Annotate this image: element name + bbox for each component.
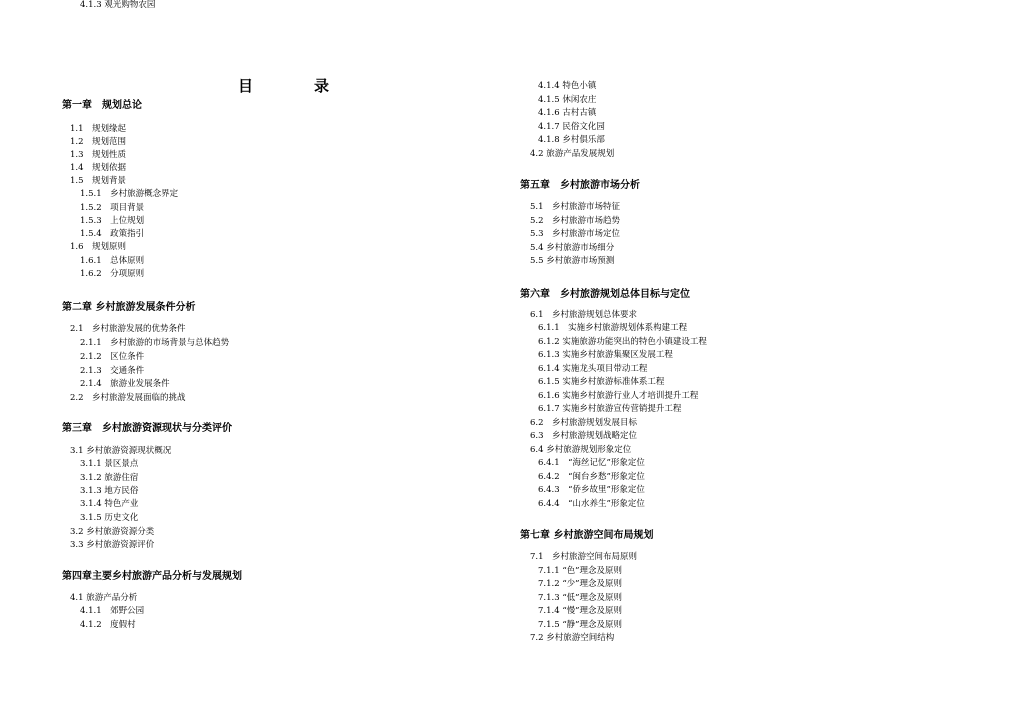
toc-section-entry: 6.1 乡村旅游规划总体要求 <box>530 310 638 320</box>
toc-subsection-entry: 2.1.2 区位条件 <box>80 352 145 362</box>
toc-subsection-entry: 4.1.3 观光购物农园 <box>80 0 156 10</box>
toc-subsection-entry: 1.5.2 项目背景 <box>80 203 145 213</box>
toc-subsection-entry: 3.1.2 旅游住宿 <box>80 473 139 483</box>
toc-subsection-entry: 1.6.2 分项原则 <box>80 269 145 279</box>
toc-title-part2: 录 <box>314 77 330 95</box>
toc-section-entry: 5.3 乡村旅游市场定位 <box>530 229 621 239</box>
toc-subsection-entry: 6.4.3 “侨乡故里”形象定位 <box>538 485 645 495</box>
toc-section-entry: 1.4 规划依据 <box>70 163 127 173</box>
toc-subsection-entry: 6.1.4 实施龙头项目带动工程 <box>538 364 648 374</box>
toc-subsection-entry: 6.1.3 实施乡村旅游集聚区发展工程 <box>538 350 673 360</box>
toc-subsection-entry: 1.5.1 乡村旅游概念界定 <box>80 189 179 199</box>
toc-chapter-heading: 第五章 乡村旅游市场分析 <box>520 180 640 191</box>
toc-section-entry: 2.2 乡村旅游发展面临的挑战 <box>70 393 186 403</box>
toc-subsection-entry: 7.1.5 “静”理念及原则 <box>538 620 623 630</box>
toc-section-entry: 2.1 乡村旅游发展的优势条件 <box>70 324 186 334</box>
toc-section-entry: 5.4 乡村旅游市场细分 <box>530 243 615 253</box>
toc-subsection-entry: 2.1.1 乡村旅游的市场背景与总体趋势 <box>80 338 230 348</box>
toc-subsection-entry: 6.1.5 实施乡村旅游标准体系工程 <box>538 377 665 387</box>
toc-section-entry: 1.5 规划背景 <box>70 176 127 186</box>
toc-subsection-entry: 4.1.2 度假村 <box>80 620 136 630</box>
toc-section-entry: 1.6 规划原则 <box>70 242 127 252</box>
toc-subsection-entry: 4.1.5 休闲农庄 <box>538 95 597 105</box>
toc-section-entry: 5.1 乡村旅游市场特征 <box>530 202 621 212</box>
toc-subsection-entry: 6.1.6 实施乡村旅游行业人才培训提升工程 <box>538 391 699 401</box>
toc-section-entry: 3.2 乡村旅游资源分类 <box>70 527 155 537</box>
toc-subsection-entry: 7.1.2 “少”理念及原则 <box>538 579 623 589</box>
toc-subsection-entry: 6.4.2 “闽台乡愁”形象定位 <box>538 472 645 482</box>
toc-section-entry: 6.3 乡村旅游规划战略定位 <box>530 431 638 441</box>
toc-section-entry: 1.2 规划范围 <box>70 137 127 147</box>
toc-subsection-entry: 6.1.1 实施乡村旅游规划体系构建工程 <box>538 323 688 333</box>
toc-subsection-entry: 6.1.7 实施乡村旅游宣传营销提升工程 <box>538 404 682 414</box>
toc-subsection-entry: 6.4.4 “山水养生”形象定位 <box>538 499 645 509</box>
toc-section-entry: 6.4 乡村旅游规划形象定位 <box>530 445 632 455</box>
toc-chapter-heading: 第一章 规划总论 <box>62 100 142 111</box>
toc-section-entry: 3.1 乡村旅游资源现状概况 <box>70 446 172 456</box>
toc-subsection-entry: 3.1.4 特色产业 <box>80 499 139 509</box>
toc-chapter-heading: 第二章 乡村旅游发展条件分析 <box>62 302 196 313</box>
toc-subsection-entry: 4.1.4 特色小镇 <box>538 81 597 91</box>
toc-subsection-entry: 7.1.1 “色”理念及原则 <box>538 566 623 576</box>
toc-subsection-entry: 4.1.7 民俗文化园 <box>538 122 605 132</box>
toc-subsection-entry: 7.1.4 “慢”理念及原则 <box>538 606 623 616</box>
toc-subsection-entry: 7.1.3 “低”理念及原则 <box>538 593 623 603</box>
toc-subsection-entry: 3.1.3 地方民俗 <box>80 486 139 496</box>
toc-section-entry: 4.1 旅游产品分析 <box>70 593 138 603</box>
toc-chapter-heading: 第六章 乡村旅游规划总体目标与定位 <box>520 289 690 300</box>
toc-section-entry: 6.2 乡村旅游规划发展目标 <box>530 418 638 428</box>
toc-subsection-entry: 3.1.1 景区景点 <box>80 459 139 469</box>
toc-subsection-entry: 6.1.2 实施旅游功能突出的特色小镇建设工程 <box>538 337 707 347</box>
toc-section-entry: 3.3 乡村旅游资源评价 <box>70 540 155 550</box>
toc-section-entry: 1.1 规划缘起 <box>70 124 127 134</box>
toc-section-entry: 4.2 旅游产品发展规划 <box>530 149 615 159</box>
toc-section-entry: 7.2 乡村旅游空间结构 <box>530 633 615 643</box>
toc-chapter-heading: 第三章 乡村旅游资源现状与分类评价 <box>62 423 232 434</box>
toc-subsection-entry: 4.1.6 古村古镇 <box>538 108 597 118</box>
toc-section-entry: 5.2 乡村旅游市场趋势 <box>530 216 621 226</box>
toc-subsection-entry: 6.4.1 “海丝记忆”形象定位 <box>538 458 645 468</box>
toc-section-entry: 1.3 规划性质 <box>70 150 127 160</box>
toc-section-entry: 5.5 乡村旅游市场预测 <box>530 256 615 266</box>
toc-subsection-entry: 4.1.1 郊野公园 <box>80 606 145 616</box>
toc-subsection-entry: 3.1.5 历史文化 <box>80 513 139 523</box>
toc-subsection-entry: 1.5.4 政策指引 <box>80 229 145 239</box>
toc-subsection-entry: 1.6.1 总体原则 <box>80 256 145 266</box>
toc-subsection-entry: 2.1.4 旅游业发展条件 <box>80 379 170 389</box>
toc-subsection-entry: 2.1.3 交通条件 <box>80 366 145 376</box>
toc-section-entry: 7.1 乡村旅游空间布局原则 <box>530 552 638 562</box>
toc-subsection-entry: 4.1.8 乡村俱乐部 <box>538 135 605 145</box>
toc-title-part1: 目 <box>238 77 254 95</box>
toc-chapter-heading: 第七章 乡村旅游空间布局规划 <box>520 530 654 541</box>
toc-subsection-entry: 1.5.3 上位规划 <box>80 216 145 226</box>
toc-chapter-heading: 第四章主要乡村旅游产品分析与发展规划 <box>62 571 242 582</box>
